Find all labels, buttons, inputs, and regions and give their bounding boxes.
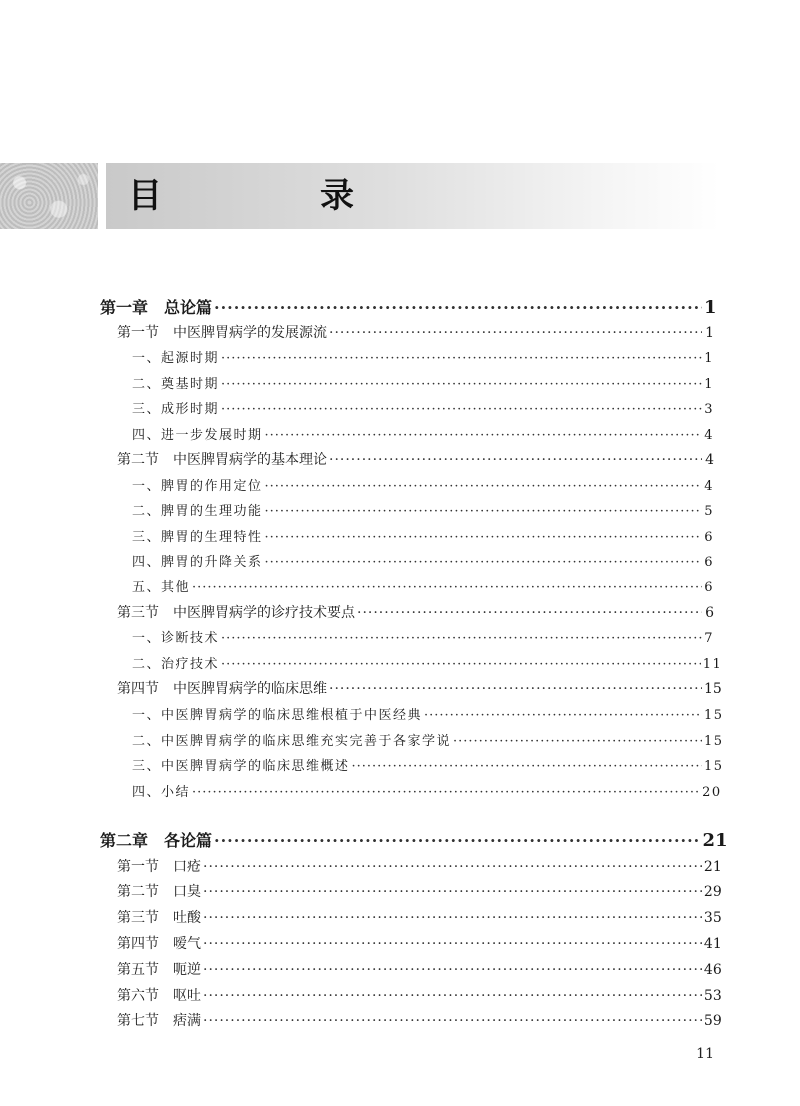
toc-section[interactable] bbox=[117, 907, 722, 927]
toc-section-page: 35 bbox=[703, 910, 722, 926]
toc-item-label: 三、脾胃的生理特性 bbox=[132, 530, 263, 545]
toc-section-label: 第四节 中医脾胃病学的临床思维 bbox=[117, 681, 327, 697]
leader-dots bbox=[221, 631, 702, 646]
toc-item-page: 20 bbox=[702, 785, 722, 800]
leader-dots bbox=[192, 580, 702, 595]
toc-section-label: 第四节 嗳气 bbox=[117, 936, 201, 952]
leader-dots bbox=[214, 298, 702, 317]
toc-item-label: 一、脾胃的作用定位 bbox=[132, 479, 263, 494]
leader-dots bbox=[453, 734, 702, 749]
toc-item-label: 二、治疗技术 bbox=[132, 657, 220, 672]
toc-item-page: 11 bbox=[702, 657, 723, 672]
toc-section[interactable] bbox=[117, 881, 722, 901]
toc-section-label: 第三节 吐酸 bbox=[117, 910, 201, 926]
toc-section[interactable] bbox=[117, 449, 714, 469]
toc-item[interactable] bbox=[132, 730, 724, 749]
leader-dots bbox=[203, 884, 702, 900]
toc-section[interactable] bbox=[117, 985, 722, 1005]
toc-section-label: 第二节 中医脾胃病学的基本理论 bbox=[117, 452, 327, 468]
toc-section[interactable] bbox=[117, 1010, 722, 1030]
toc-item-page: 4 bbox=[704, 479, 714, 494]
leader-dots bbox=[203, 910, 702, 926]
toc-chapter-page: 1 bbox=[704, 297, 717, 318]
leader-dots bbox=[265, 428, 702, 443]
toc-item[interactable] bbox=[132, 653, 723, 672]
toc-section[interactable] bbox=[117, 678, 722, 698]
leader-dots bbox=[221, 657, 701, 672]
leader-dots bbox=[203, 962, 702, 978]
toc-item[interactable] bbox=[132, 347, 714, 366]
toc-section-page: 53 bbox=[703, 988, 722, 1004]
leader-dots bbox=[329, 325, 702, 341]
toc-item-label: 二、脾胃的生理功能 bbox=[132, 504, 263, 519]
toc-item-label: 二、奠基时期 bbox=[132, 377, 220, 392]
toc-item-label: 四、小结 bbox=[132, 785, 191, 800]
toc-chapter[interactable] bbox=[100, 828, 728, 851]
toc-item-page: 1 bbox=[704, 377, 714, 392]
toc-item-label: 四、脾胃的升降关系 bbox=[132, 555, 263, 570]
toc-section[interactable] bbox=[117, 602, 714, 622]
toc-item[interactable] bbox=[132, 755, 724, 774]
leader-dots bbox=[221, 351, 702, 366]
leader-dots bbox=[203, 936, 702, 952]
leader-dots bbox=[203, 988, 702, 1004]
leader-dots bbox=[352, 759, 702, 774]
toc-item-page: 5 bbox=[704, 504, 714, 519]
toc-chapter-page: 21 bbox=[702, 830, 728, 851]
toc-section-page: 6 bbox=[705, 605, 714, 621]
leader-dots bbox=[214, 831, 701, 850]
toc-item[interactable] bbox=[132, 627, 714, 646]
toc-item-label: 三、中医脾胃病学的临床思维概述 bbox=[132, 759, 350, 774]
leader-dots bbox=[329, 452, 702, 468]
leader-dots bbox=[221, 377, 702, 392]
toc-chapter-label: 第一章 总论篇 bbox=[100, 298, 213, 317]
banner-decoration bbox=[0, 163, 98, 229]
toc-section-label: 第一节 中医脾胃病学的发展源流 bbox=[117, 325, 327, 341]
page-number: 11 bbox=[696, 1046, 714, 1062]
toc-item-page: 15 bbox=[704, 759, 724, 774]
leader-dots bbox=[265, 555, 702, 570]
toc-section-label: 第三节 中医脾胃病学的诊疗技术要点 bbox=[117, 605, 355, 621]
toc-item[interactable] bbox=[132, 526, 714, 545]
toc-item-page: 3 bbox=[704, 402, 714, 417]
leader-dots bbox=[203, 1013, 702, 1029]
toc-item-page: 15 bbox=[704, 708, 724, 723]
toc-section-page: 59 bbox=[703, 1013, 722, 1029]
toc-item-page: 6 bbox=[704, 580, 714, 595]
toc-item-label: 二、中医脾胃病学的临床思维充实完善于各家学说 bbox=[132, 734, 452, 749]
toc-section-page: 46 bbox=[703, 962, 722, 978]
toc-item[interactable] bbox=[132, 704, 724, 723]
leader-dots bbox=[424, 708, 702, 723]
toc-item[interactable] bbox=[132, 576, 714, 595]
leader-dots bbox=[221, 402, 702, 417]
toc-item[interactable] bbox=[132, 551, 714, 570]
toc-section-label: 第五节 呃逆 bbox=[117, 962, 201, 978]
toc-section-label: 第六节 呕吐 bbox=[117, 988, 201, 1004]
toc-item[interactable] bbox=[132, 500, 714, 519]
toc-item[interactable] bbox=[132, 373, 714, 392]
toc-item-label: 五、其他 bbox=[132, 580, 191, 595]
toc-section-page: 4 bbox=[705, 452, 714, 468]
toc-section[interactable] bbox=[117, 856, 722, 876]
toc-item[interactable] bbox=[132, 475, 714, 494]
toc-item-label: 四、进一步发展时期 bbox=[132, 428, 263, 443]
toc-item-page: 7 bbox=[704, 631, 714, 646]
toc-item-page: 6 bbox=[704, 530, 714, 545]
toc-chapter[interactable] bbox=[100, 295, 717, 318]
leader-dots bbox=[192, 785, 700, 800]
toc-section-page: 29 bbox=[703, 884, 722, 900]
leader-dots bbox=[329, 681, 702, 697]
leader-dots bbox=[265, 504, 702, 519]
toc-section[interactable] bbox=[117, 959, 722, 979]
toc-section-page: 21 bbox=[703, 859, 722, 875]
toc-section-label: 第七节 痞满 bbox=[117, 1013, 201, 1029]
toc-section-page: 15 bbox=[704, 681, 722, 697]
toc-item[interactable] bbox=[132, 424, 714, 443]
toc-section-page: 41 bbox=[703, 936, 722, 952]
toc-section-label: 第一节 口疮 bbox=[117, 859, 201, 875]
toc-section-page: 1 bbox=[705, 325, 714, 341]
toc-item[interactable] bbox=[132, 781, 722, 800]
toc-section[interactable] bbox=[117, 322, 714, 342]
toc-item-page: 15 bbox=[704, 734, 724, 749]
toc-section-label: 第二节 口臭 bbox=[117, 884, 201, 900]
leader-dots bbox=[357, 605, 702, 621]
toc-section[interactable] bbox=[117, 933, 722, 953]
leader-dots bbox=[203, 859, 702, 875]
toc-item-page: 1 bbox=[704, 351, 714, 366]
leader-dots bbox=[265, 479, 702, 494]
leader-dots bbox=[265, 530, 702, 545]
toc-item-label: 一、起源时期 bbox=[132, 351, 220, 366]
toc-item-label: 三、成形时期 bbox=[132, 402, 220, 417]
toc-item-label: 一、诊断技术 bbox=[132, 631, 220, 646]
page-title: 目 录 bbox=[128, 176, 416, 216]
toc-item[interactable] bbox=[132, 398, 714, 417]
toc-item-page: 4 bbox=[704, 428, 714, 443]
toc-chapter-label: 第二章 各论篇 bbox=[100, 831, 213, 850]
toc-item-page: 6 bbox=[704, 555, 714, 570]
toc-item-label: 一、中医脾胃病学的临床思维根植于中医经典 bbox=[132, 708, 423, 723]
